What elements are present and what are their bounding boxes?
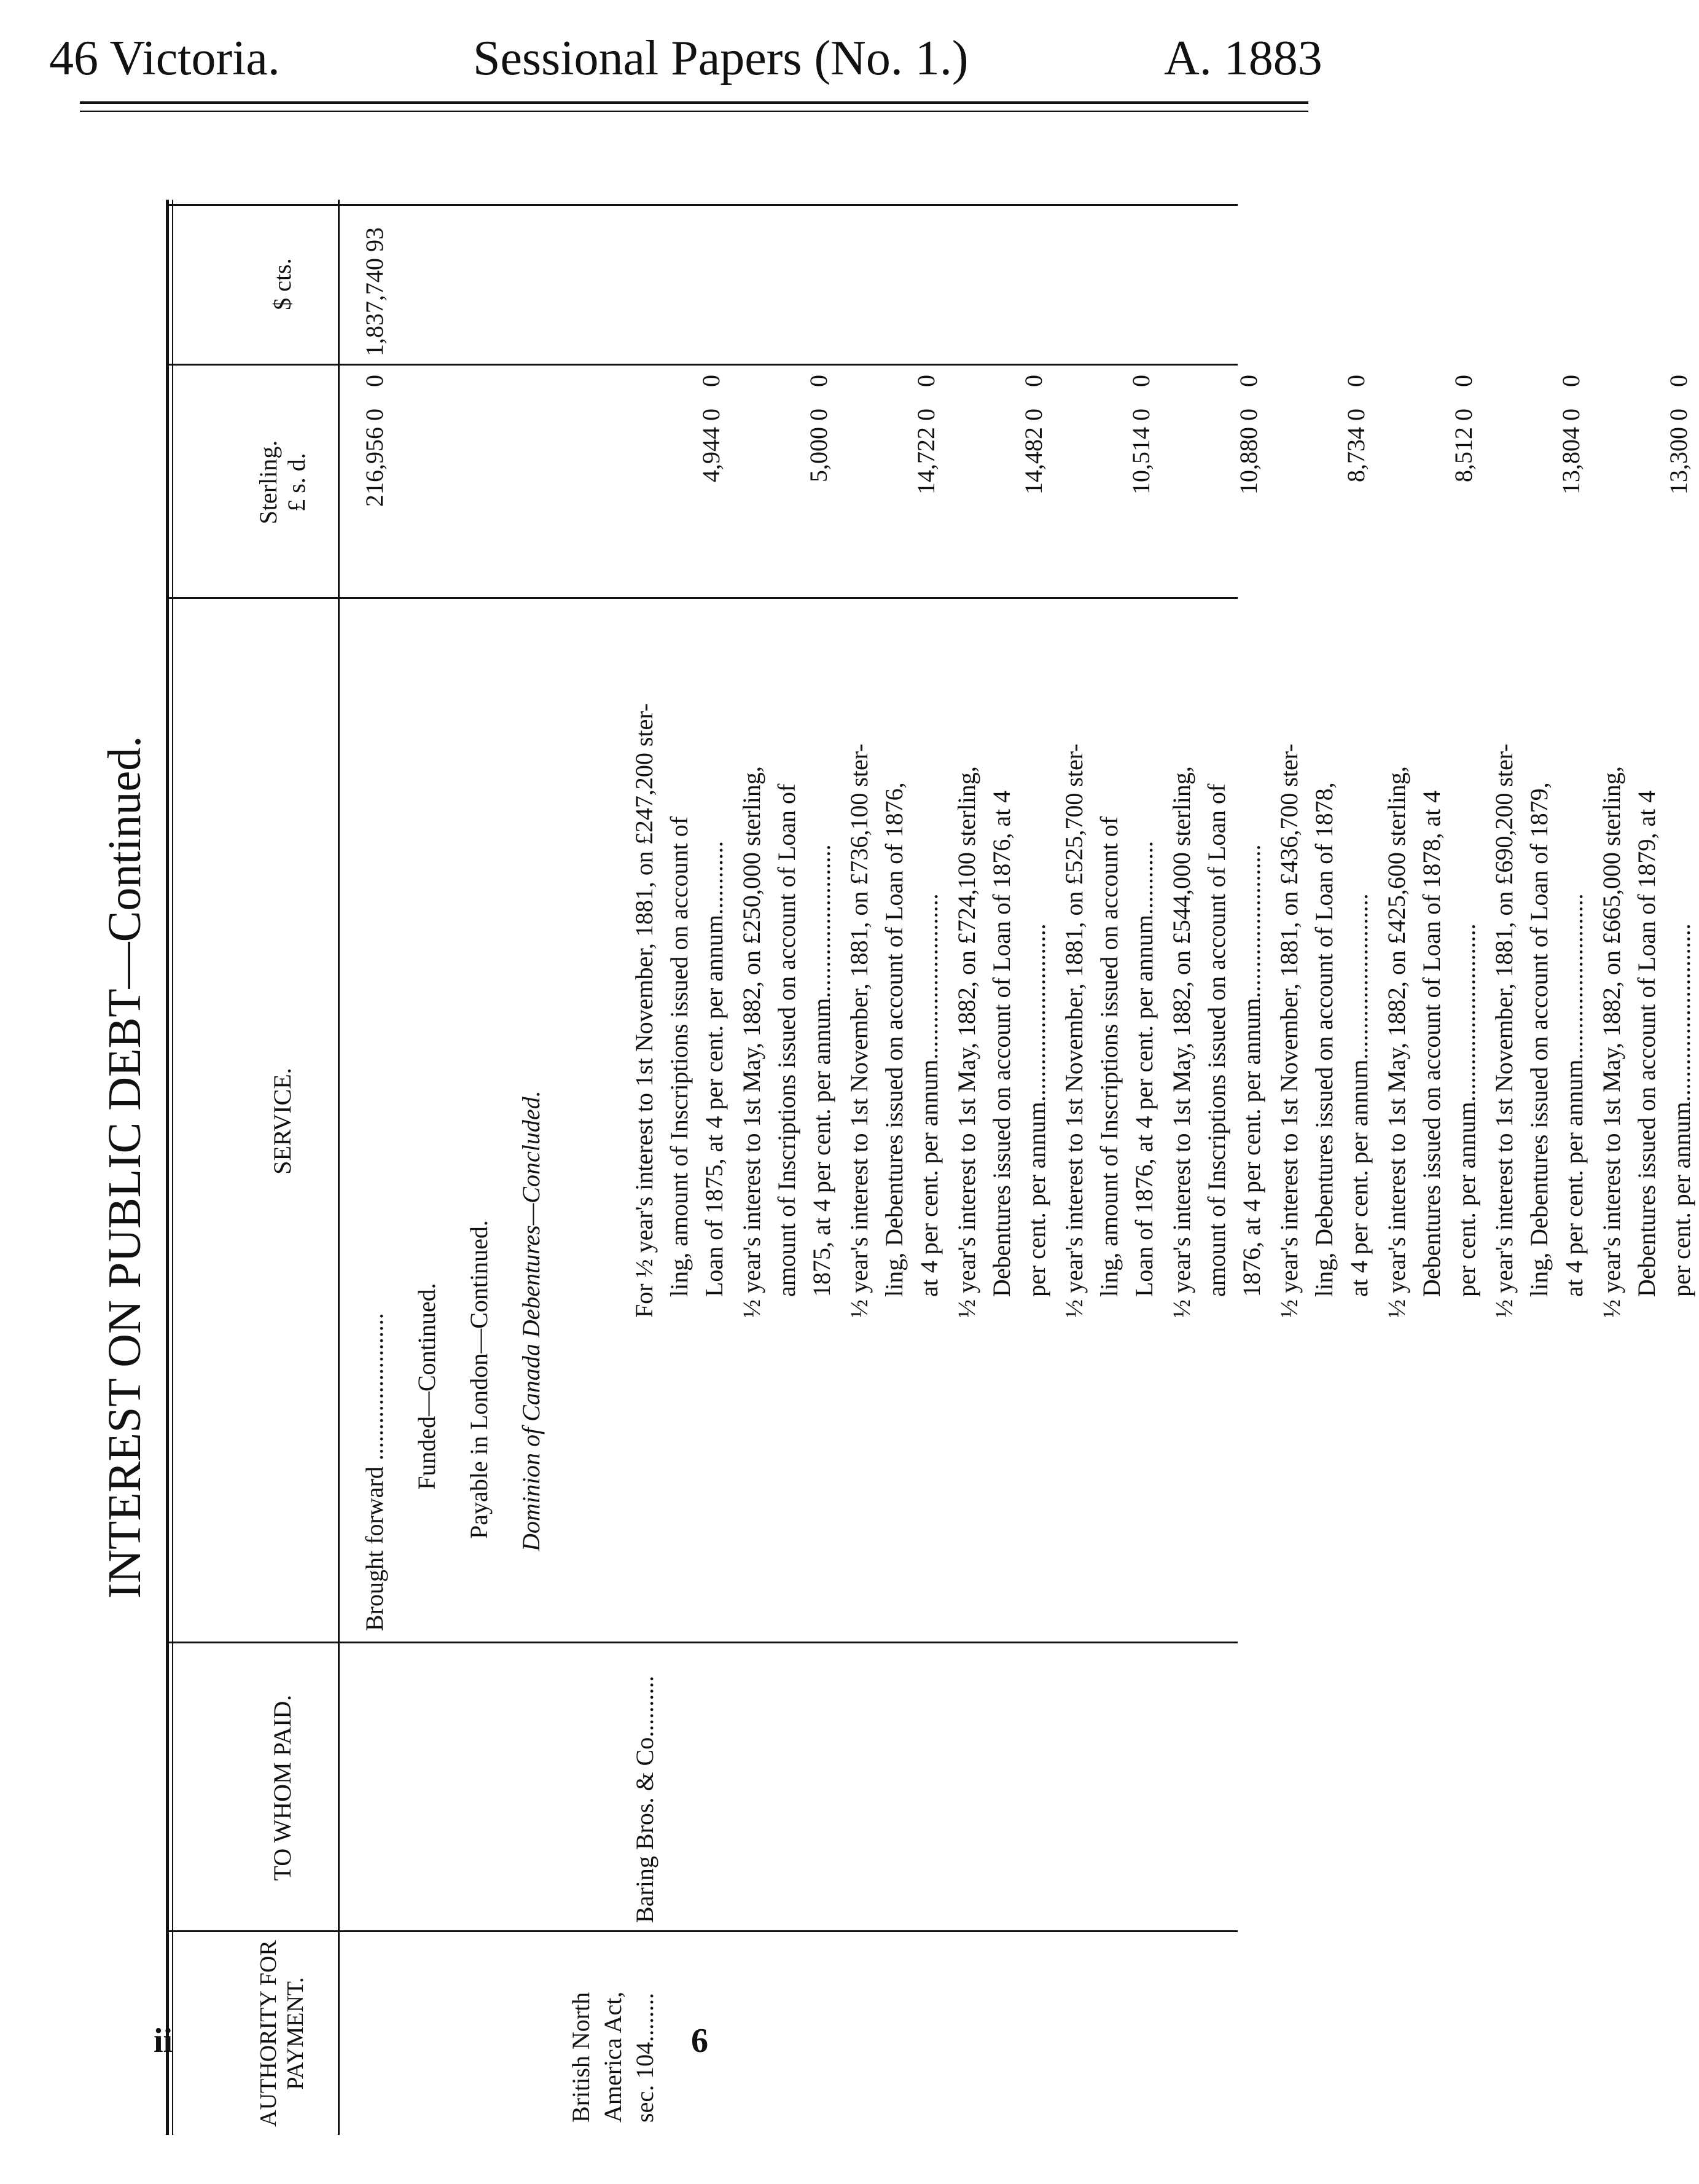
entry-pence: 0 — [697, 375, 725, 387]
entry-line: ½ year's interest to 1st May, 1882, on £250,000 sterling, — [738, 766, 765, 1318]
entry-shillings: 0 — [1020, 409, 1047, 421]
entry-sterling-amount: 14,722 — [912, 427, 940, 495]
entry-service-text — [1594, 605, 1699, 1318]
brought-forward-sterling: 216,956 — [361, 427, 388, 507]
col-header-authority: AUTHORITY FOR PAYMENT. — [256, 1940, 308, 2127]
header-session: 46 Victoria. — [49, 31, 280, 85]
entry-shillings: 0 — [1127, 409, 1155, 421]
entry-shillings: 0 — [1665, 409, 1692, 421]
col-divider-dollars1 — [169, 204, 1238, 206]
authority-cell — [565, 1992, 661, 2123]
entry-pence: 0 — [1127, 375, 1155, 387]
entry-line: at 4 per cent. per annum........................... — [1560, 893, 1588, 1297]
entry-service-text — [627, 605, 732, 1318]
entry-line: ½ year's interest to 1st May, 1882, on £665,000 sterling, — [1598, 766, 1625, 1318]
brought-forward-label: Brought forward ........................ — [361, 1313, 388, 1631]
entry-line: ling, Debentures issued on account of Loan of 1876, — [880, 782, 908, 1297]
entry-service-text — [949, 605, 1054, 1318]
col-divider-service — [169, 597, 1238, 599]
entry-line: per cent. per annum............................. — [1023, 923, 1050, 1297]
footer-page-number: 6 — [691, 2022, 708, 2060]
sterling-label: Sterling. — [254, 440, 282, 525]
entry-line: ling, amount of Inscriptions issued on account of — [1095, 816, 1123, 1297]
entry-pence: 0 — [1557, 375, 1585, 387]
entry-pence: 0 — [1020, 375, 1047, 387]
entry-service-text — [1379, 605, 1484, 1318]
entry-sterling-amount: 8,734 — [1342, 427, 1370, 482]
entry-line: ling, Debentures issued on account of Loan of 1879, — [1525, 782, 1553, 1297]
entry-shillings: 0 — [1235, 409, 1262, 421]
entry-line: 1875, at 4 per cent. per annum......................... — [808, 844, 835, 1297]
entry-sterling-amount: 8,512 — [1450, 427, 1477, 482]
entry-shillings: 0 — [1450, 409, 1477, 421]
brought-forward-dollars: 1,837,740 93 — [361, 227, 388, 356]
entry-line: amount of Inscriptions issued on account of Loan of — [773, 783, 800, 1297]
col-divider-authority — [169, 1930, 1238, 1932]
entry-pence: 0 — [805, 375, 832, 387]
entry-sterling-amount: 13,300 — [1665, 427, 1692, 495]
entry-pence: 0 — [1235, 375, 1262, 387]
page-header — [0, 18, 1419, 86]
entry-pence: 0 — [1342, 375, 1370, 387]
col-header-dollars-1: $ cts. — [268, 258, 296, 310]
rotated-table — [86, 200, 1695, 2135]
entry-line: amount of Inscriptions issued on account of Loan of — [1203, 783, 1230, 1297]
entry-line: ling, amount of Inscriptions issued on account of — [665, 816, 693, 1297]
col-header-service: SERVICE. — [268, 1068, 296, 1175]
table-top-rule — [166, 200, 169, 2135]
entry-service-text — [1271, 605, 1377, 1318]
entry-line: at 4 per cent. per annum........................... — [1345, 893, 1373, 1297]
entry-line: ½ year's interest to 1st November, 1881, on £436,700 ster- — [1275, 743, 1303, 1318]
entry-service-text — [1164, 605, 1269, 1318]
authority-line-1: British North — [567, 1992, 595, 2123]
entry-service-text — [734, 605, 839, 1318]
brought-forward-s: 0 — [361, 409, 388, 421]
entry-sterling-amount: 5,000 — [805, 427, 832, 482]
footer-marker: ii — [154, 2022, 173, 2060]
entry-service-text — [1486, 605, 1592, 1318]
entry-sterling-amount: 14,482 — [1020, 427, 1047, 495]
entry-line: ½ year's interest to 1st November, 1881, on £736,100 ster- — [845, 743, 873, 1318]
entry-line: Loan of 1876, at 4 per cent. per annum............ — [1130, 840, 1158, 1297]
header-title: Sessional Papers (No. 1.) — [473, 31, 969, 85]
entry-shillings: 0 — [1342, 409, 1370, 421]
entry-sterling-amount: 4,944 — [697, 427, 725, 482]
col-header-to-whom: TO WHOM PAID. — [268, 1694, 296, 1881]
entry-pence: 0 — [1665, 375, 1692, 387]
entry-line: ling, Debentures issued on account of Loan of 1878, — [1310, 782, 1338, 1297]
entry-line: ½ year's interest to 1st November, 1881, on £690,200 ster- — [1490, 743, 1518, 1318]
entry-line: Debentures issued on account of Loan of 1879, at 4 — [1633, 790, 1660, 1297]
authority-line-3: sec. 104........ — [631, 1992, 658, 2123]
brought-forward-d: 0 — [361, 375, 388, 387]
entry-line: ½ year's interest to 1st November, 1881, on £525,700 ster- — [1060, 743, 1088, 1318]
entry-shillings: 0 — [697, 409, 725, 421]
entry-line: at 4 per cent. per annum........................... — [915, 893, 943, 1297]
col-header-sterling — [227, 372, 338, 593]
entry-sterling-amount: 10,514 — [1127, 427, 1155, 495]
entry-line: per cent. per annum............................. — [1668, 923, 1695, 1297]
entry-sterling-amount: 13,804 — [1557, 427, 1585, 495]
entry-line: For ½ year's interest to 1st November, 1881, on £247,200 ster- — [630, 703, 658, 1318]
entry-shillings: 0 — [1557, 409, 1585, 421]
authority-line-2: America Act, — [599, 1991, 627, 2123]
entry-pence: 0 — [1450, 375, 1477, 387]
table-title: INTEREST ON PUBLIC DEBT—Continued. — [99, 735, 150, 1599]
heading-dominion-debentures: Dominion of Canada Debentures—Concluded. — [517, 1090, 545, 1551]
entry-service-text — [1057, 605, 1162, 1318]
entry-line: Debentures issued on account of Loan of 1878, at 4 — [1418, 790, 1445, 1297]
entry-line: per cent. per annum............................. — [1453, 923, 1480, 1297]
sterling-units: £ s. d. — [283, 453, 310, 512]
entry-line: ½ year's interest to 1st May, 1882, on £724,100 sterling, — [953, 766, 980, 1318]
entry-line: Debentures issued on account of Loan of 1876, at 4 — [988, 790, 1015, 1297]
table-top-rule-inner — [172, 200, 173, 2135]
header-bottom-rule — [338, 200, 340, 2135]
entry-pence: 0 — [912, 375, 940, 387]
entry-sterling-amount: 10,880 — [1235, 427, 1262, 495]
heading-payable-london: Payable in London—Continued. — [465, 1220, 493, 1539]
entry-shillings: 0 — [912, 409, 940, 421]
col-divider-whom — [169, 1642, 1238, 1643]
entry-line: ½ year's interest to 1st May, 1882, on £544,000 sterling, — [1168, 766, 1195, 1318]
header-rule-thick — [80, 101, 1308, 104]
entry-line: ½ year's interest to 1st May, 1882, on £425,600 sterling, — [1383, 766, 1410, 1318]
entry-service-text — [842, 605, 947, 1318]
entry-line: 1876, at 4 per cent. per annum......................... — [1238, 844, 1265, 1297]
entry-shillings: 0 — [805, 409, 832, 421]
to-whom-cell: Baring Bros. & Co.......... — [631, 1675, 658, 1923]
heading-funded: Funded—Continued. — [413, 1283, 440, 1490]
header-year: A. 1883 — [1164, 31, 1322, 85]
entry-line: Loan of 1875, at 4 per cent. per annum............ — [700, 840, 728, 1297]
header-rule-thin — [80, 111, 1308, 112]
